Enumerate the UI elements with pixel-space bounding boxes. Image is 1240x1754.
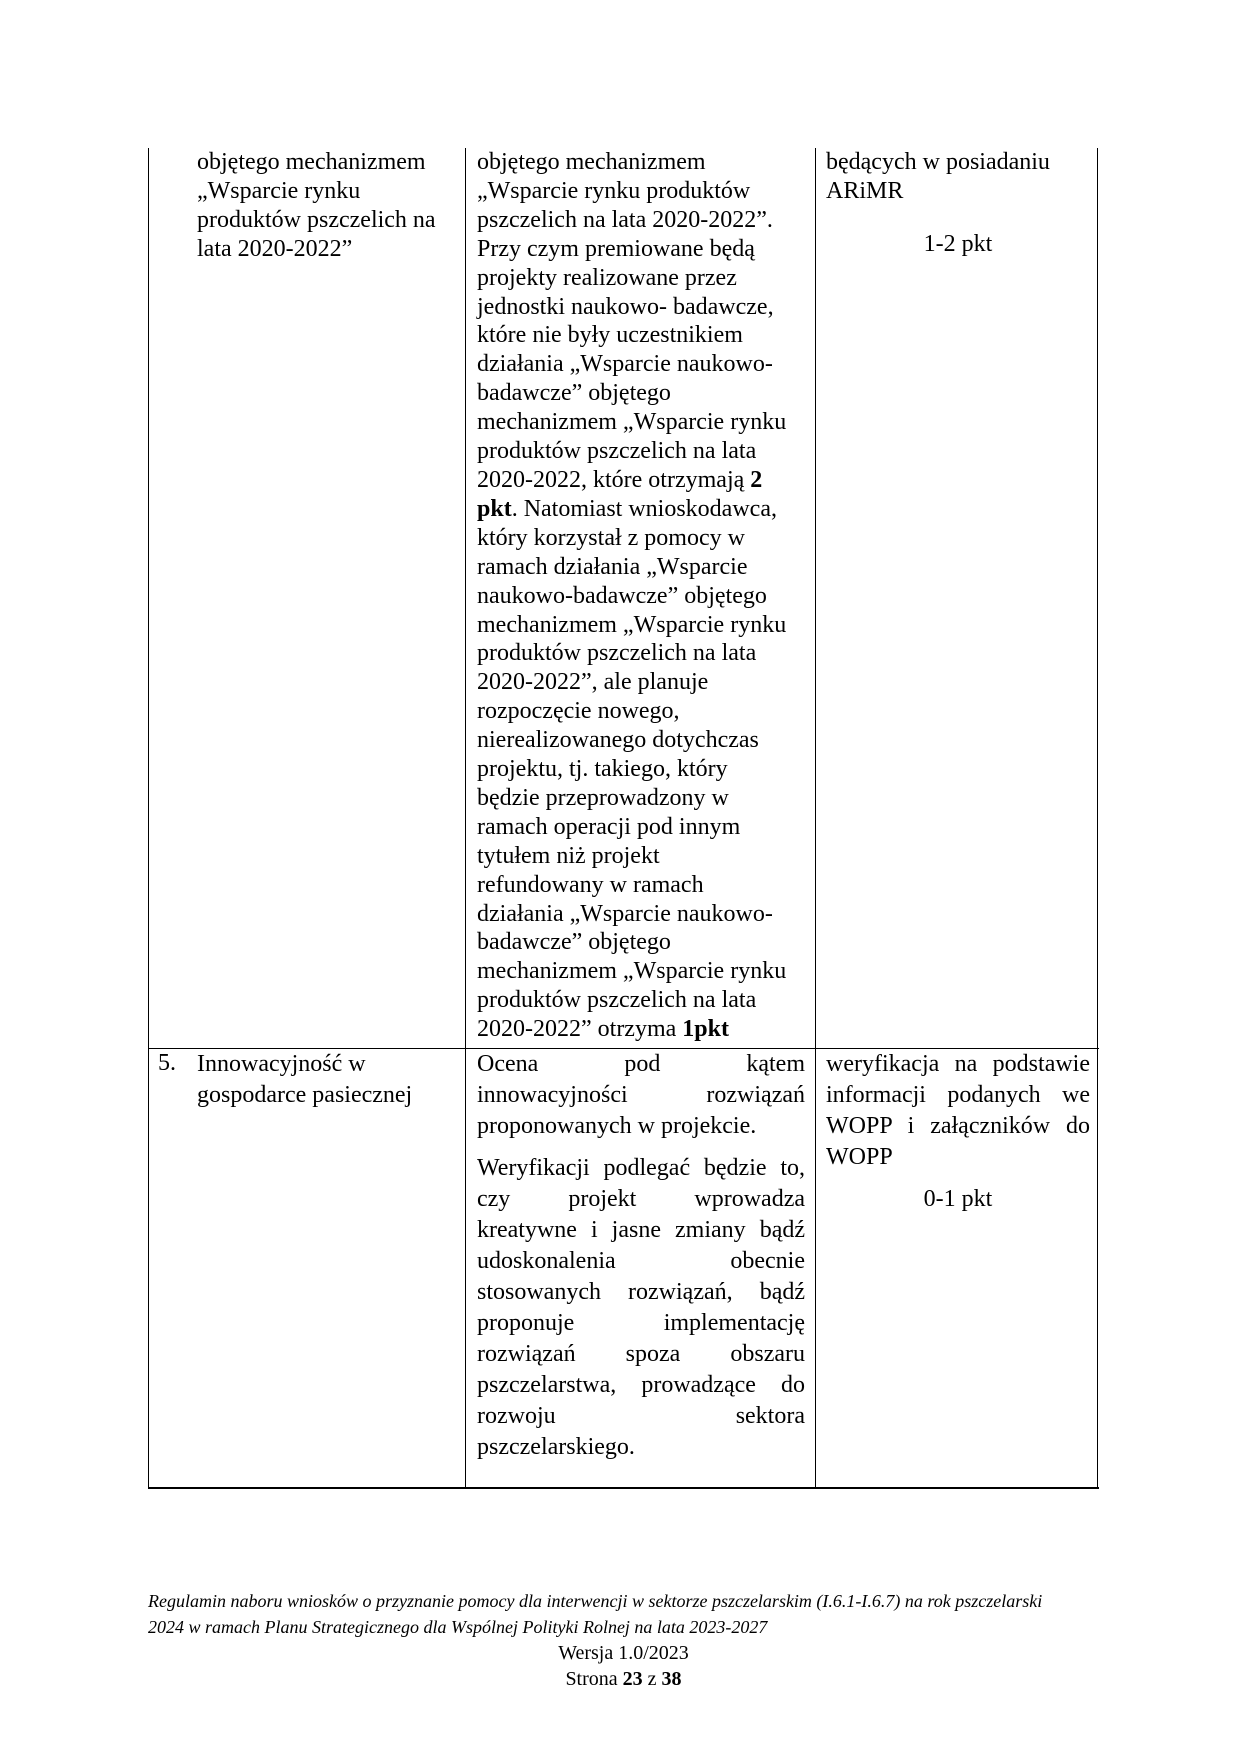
- description-line: produktów pszczelich na lata: [477, 438, 757, 465]
- description-line: tytułem niż projekt: [477, 842, 660, 869]
- table-border-col2: [465, 1049, 466, 1487]
- description-line: który korzystał z pomocy w: [477, 524, 745, 551]
- description-line: czy projekt wprowadza: [477, 1186, 805, 1212]
- description-line: 2020-2022”, ale planuje: [477, 669, 709, 696]
- criterion-line: „Wsparcie rynku: [197, 177, 361, 204]
- points-range: 0-1 pkt: [923, 1186, 993, 1212]
- footer-version: Wersja 1.0/2023: [558, 1642, 689, 1664]
- description-line: udoskonalenia obecnie: [477, 1248, 805, 1274]
- points-bold: pkt: [477, 495, 512, 522]
- page-separator: z: [642, 1668, 662, 1690]
- description-line: nierealizowanego dotychczas: [477, 727, 759, 754]
- description-line: będzie przeprowadzony w: [477, 784, 729, 811]
- description-line: rozwiązań spoza obszaru: [477, 1341, 805, 1367]
- description-line: kreatywne i jasne zmiany bądź: [477, 1217, 805, 1243]
- description-line: produktów pszczelich na lata: [477, 987, 757, 1014]
- description-line: innowacyjności rozwiązań: [477, 1082, 805, 1108]
- description-line: naukowo-badawcze” objętego: [477, 582, 767, 609]
- verification-line: ARiMR: [826, 177, 904, 204]
- table-border-left: [148, 148, 149, 1048]
- description-line: działania „Wsparcie naukowo-: [477, 351, 773, 378]
- criterion-line: produktów pszczelich na: [197, 206, 436, 233]
- verification-line: weryfikacja na podstawie: [826, 1051, 1090, 1077]
- criterion-line: objętego mechanizmem: [197, 149, 426, 175]
- description-line: [477, 495, 805, 524]
- description-line: stosowanych rozwiązań, bądź: [477, 1279, 805, 1305]
- description-line: ramach działania „Wsparcie: [477, 553, 748, 580]
- verification-line: WOPP: [826, 1144, 893, 1170]
- description-cell: [477, 1049, 805, 1463]
- description-line: rozpoczęcie nowego,: [477, 698, 680, 725]
- description-line: [477, 1015, 805, 1044]
- page-number: [148, 1666, 1099, 1692]
- description-line: refundowany w ramach: [477, 871, 704, 898]
- description-text: . Natomiast wnioskodawca,: [511, 495, 777, 522]
- description-line: objętego mechanizmem: [477, 149, 706, 175]
- description-line: jednostki naukowo- badawcze,: [477, 293, 774, 320]
- verification-line: informacji podanych we: [826, 1082, 1090, 1108]
- description-line: rozwoju sektora: [477, 1403, 805, 1429]
- description-line: Ocena pod kątem: [477, 1051, 805, 1077]
- description-line: [477, 466, 805, 495]
- criterion-line: Innowacyjność w: [197, 1051, 366, 1077]
- page-total: 38: [661, 1668, 682, 1690]
- verification-cell: [826, 1049, 1090, 1215]
- footer-regulation-title: Regulamin naboru wniosków o przyznanie pomocy dla interwencji w sektorze pszczelarskim (I.6.1-I.6.7) na rok pszczelarski: [148, 1591, 1043, 1611]
- description-line: projektu, tj. takiego, który: [477, 756, 728, 783]
- table-border-col3: [815, 1049, 816, 1487]
- verification-line: WOPP i załączników do: [826, 1113, 1090, 1139]
- description-line: proponuje implementację: [477, 1310, 805, 1336]
- description-line: mechanizmem „Wsparcie rynku: [477, 958, 787, 985]
- table-border-left: [148, 1049, 149, 1487]
- page-current: 23: [622, 1668, 643, 1690]
- table-border-col2: [465, 148, 466, 1048]
- verification-line: będących w posiadaniu: [826, 149, 1050, 175]
- table-row-5: [148, 1048, 1099, 1489]
- criterion-line: lata 2020-2022”: [197, 235, 353, 262]
- description-line: pszczelarstwa, prowadzące do: [477, 1372, 805, 1398]
- description-cell: [477, 148, 805, 1044]
- description-line: mechanizmem „Wsparcie rynku: [477, 611, 787, 638]
- page-footer: [148, 1588, 1099, 1692]
- description-line: pszczelich na lata 2020-2022”.: [477, 206, 773, 233]
- table-border-right: [1097, 148, 1098, 1048]
- table-border-right: [1097, 1049, 1098, 1487]
- description-line: proponowanych w projekcie.: [477, 1113, 757, 1139]
- description-line: działania „Wsparcie naukowo-: [477, 900, 773, 927]
- description-line: Przy czym premiowane będą: [477, 235, 755, 262]
- footer-regulation-subtitle: 2024 w ramach Planu Strategicznego dla Wspólnej Polityki Rolnej na lata 2023-2027: [148, 1617, 768, 1637]
- description-line: Weryfikacji podlegać będzie to,: [477, 1155, 805, 1181]
- description-line: badawcze” objętego: [477, 380, 671, 407]
- points-bold: 2: [750, 466, 763, 493]
- points-range: 1-2 pkt: [923, 230, 993, 257]
- page-prefix: Strona: [565, 1668, 623, 1690]
- description-line: projekty realizowane przez: [477, 264, 737, 291]
- criterion-cell: [197, 148, 459, 264]
- description-text: 2020-2022, które otrzymają: [477, 466, 751, 493]
- table-row-continued: [148, 148, 1099, 1048]
- points-bold: 1pkt: [682, 1016, 729, 1043]
- verification-cell: [826, 148, 1090, 259]
- description-line: badawcze” objętego: [477, 929, 671, 956]
- description-line: które nie były uczestnikiem: [477, 322, 743, 349]
- row-number: 5.: [158, 1050, 176, 1076]
- description-line: produktów pszczelich na lata: [477, 640, 757, 667]
- description-line: mechanizmem „Wsparcie rynku: [477, 409, 787, 436]
- criterion-line: gospodarce pasiecznej: [197, 1082, 413, 1108]
- table-border-col3: [815, 148, 816, 1048]
- description-text: 2020-2022” otrzyma: [477, 1016, 683, 1043]
- criterion-cell: [197, 1049, 459, 1111]
- description-line: pszczelarskiego.: [477, 1434, 635, 1460]
- description-line: „Wsparcie rynku produktów: [477, 177, 751, 204]
- description-line: ramach operacji pod innym: [477, 813, 741, 840]
